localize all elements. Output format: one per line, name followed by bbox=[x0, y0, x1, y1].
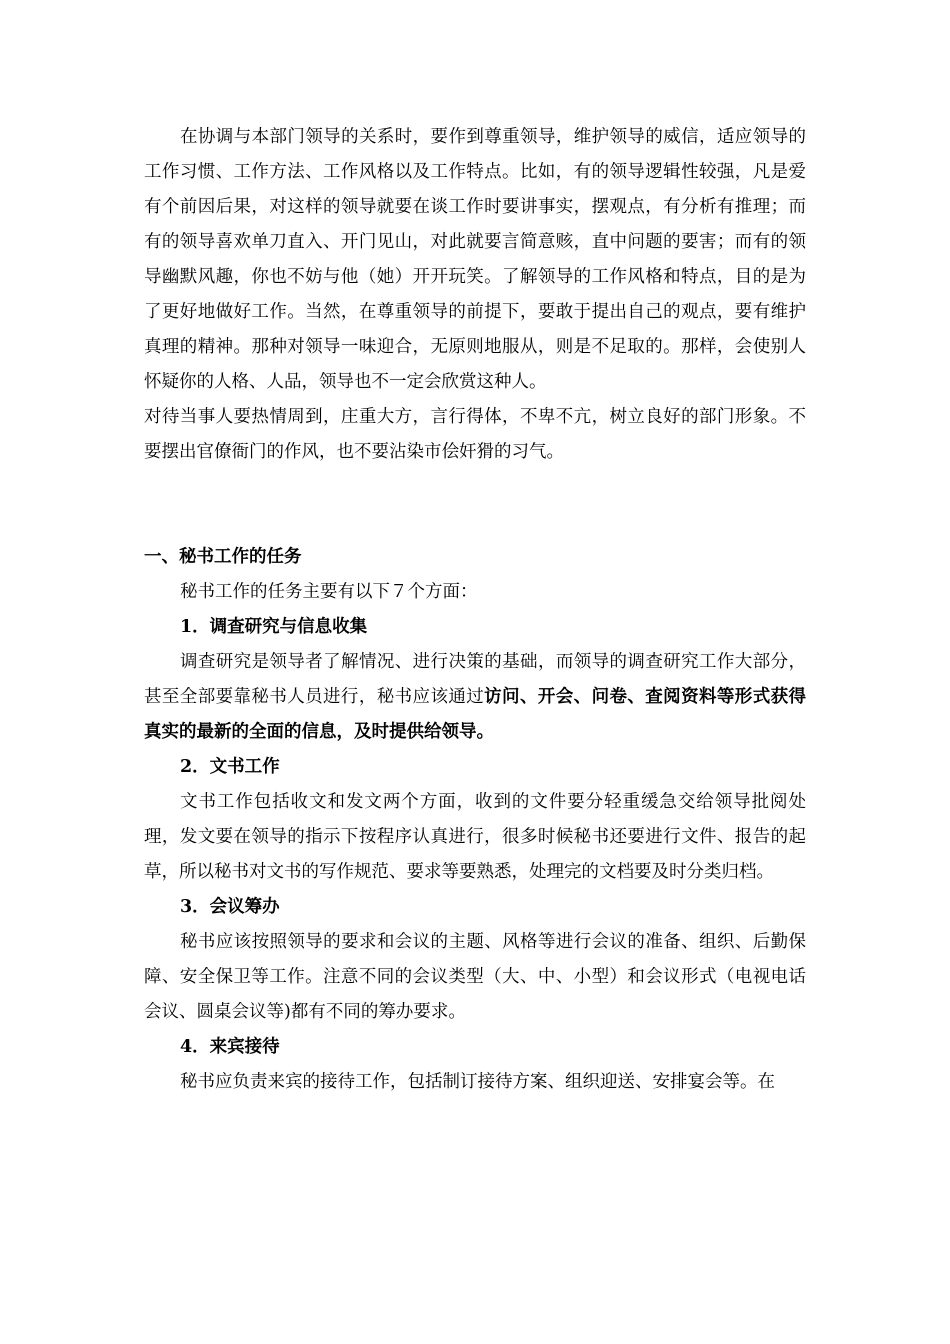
item-1-body-bold: 访问、开会、问卷、查阅资料等形式获得真实的最新的全面的信息，及时提供给领导。 bbox=[144, 687, 807, 742]
item-2-body: 文书工作包括收文和发文两个方面，收到的文件要分轻重缓急交给领导批阅处理，发文要在领导的指示下按程序认真进行，很多时候秘书还要进行文件、报告的起草，所以秘书对文书的写作规范、要求等要熟悉，处理完的文档要及时分类归档。 bbox=[144, 792, 806, 882]
item-1-body-plain: 调查研究是领导者了解情况、进行决策的基础，而领导的调查研究工作大部分，甚至全部要靠秘书人员进行，秘书应该通过 bbox=[144, 652, 806, 707]
section-heading: 一、秘书工作的任务 bbox=[144, 547, 302, 567]
item-3-body: 秘书应该按照领导的要求和会议的主题、风格等进行会议的准备、组织、后勤保障、安全保卫等工作。注意不同的会议类型（大、中、小型）和会议形式（电视电话会议、圆桌会议等)都有不同的筹办要求。 bbox=[144, 932, 806, 1022]
document-page bbox=[144, 120, 806, 1100]
item-1-title: 1．调查研究与信息收集 bbox=[180, 617, 368, 637]
intro-paragraph-2: 对待当事人要热情周到，庄重大方，言行得体，不卑不亢，树立良好的部门形象。不要摆出官僚衙门的作风，也不要沾染市侩奸猾的习气。 bbox=[144, 407, 806, 462]
item-4-title: 4．来宾接待 bbox=[180, 1037, 280, 1057]
item-2-title: 2．文书工作 bbox=[180, 757, 280, 777]
item-4-body: 秘书应负责来宾的接待工作，包括制订接待方案、组织迎送、安排宴会等。在 bbox=[180, 1072, 775, 1092]
item-3-title: 3．会议筹办 bbox=[180, 897, 280, 917]
item-1-body bbox=[144, 645, 806, 750]
intro-paragraph-1: 在协调与本部门领导的关系时，要作到尊重领导，维护领导的威信，适应领导的工作习惯、工作方法、工作风格以及工作特点。比如，有的领导逻辑性较强，凡是爱有个前因后果，对这样的领导就要在谈工作时要讲事实，摆观点，有分析有推理；而有的领导喜欢单刀直入、开门见山，对此就要言简意赅，直中问题的要害；而有的领导幽默风趣，你也不妨与他（她）开开玩笑。了解领导的工作风格和特点，目的是为了更好地做好工作。当然，在尊重领导的前提下，要敢于提出自己的观点，要有维护真理的精神。那种对领导一味迎合，无原则地服从，则是不足取的。那样，会使别人怀疑你的人格、人品，领导也不一定会欣赏这种人。 bbox=[144, 127, 806, 392]
section-summary: 秘书工作的任务主要有以下７个方面： bbox=[180, 582, 478, 602]
section-spacer bbox=[144, 470, 806, 540]
